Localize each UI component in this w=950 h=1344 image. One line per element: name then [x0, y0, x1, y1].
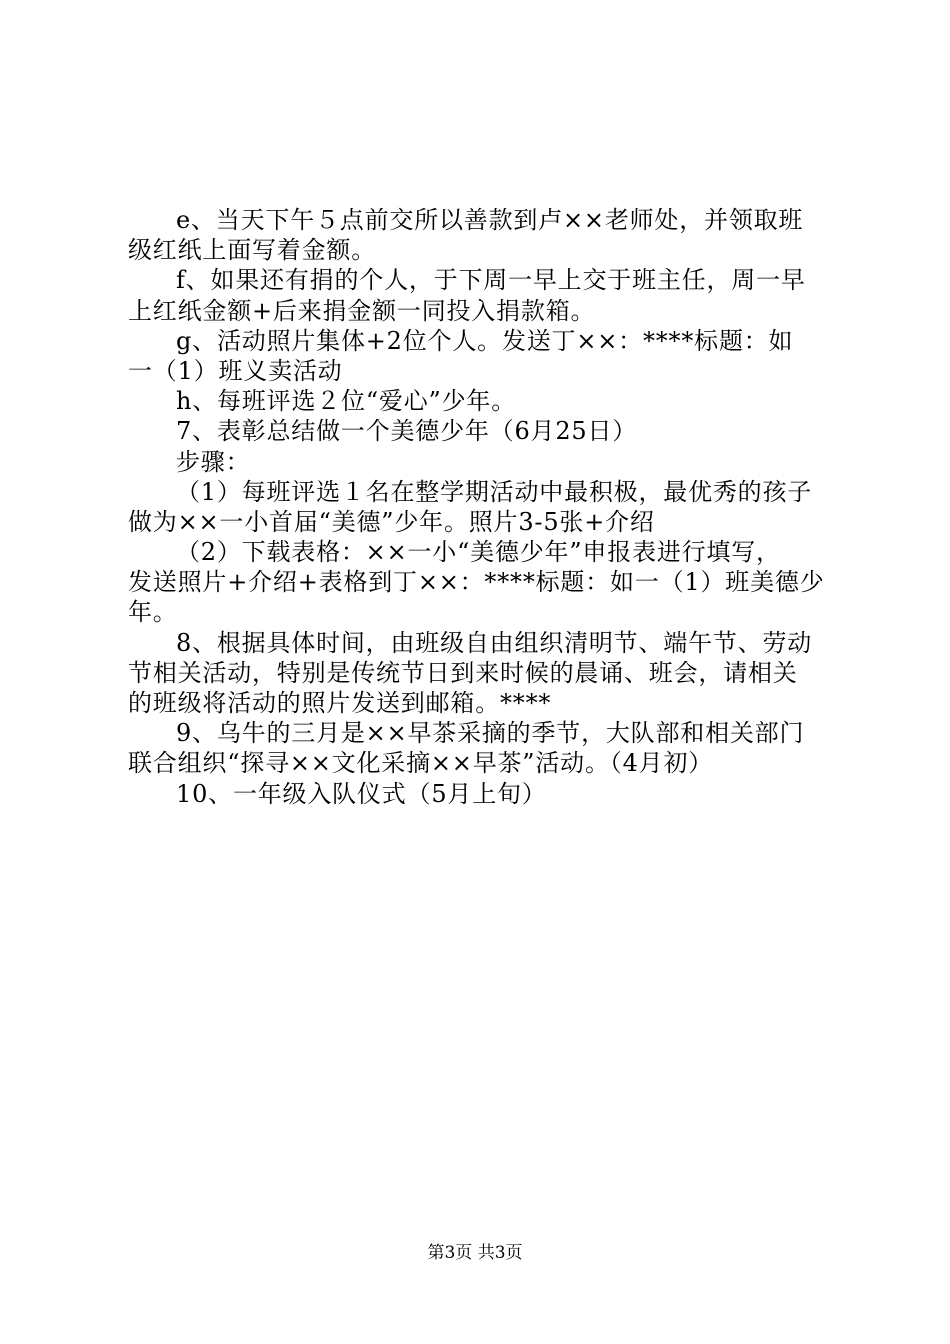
- text-line: 步骤：: [176, 447, 251, 476]
- page-number: 第3页 共3页: [427, 1243, 523, 1263]
- text-line: 发送照片+介绍+表格到丁××：****标题：如一（1）班美德少: [128, 568, 825, 597]
- text-line: 10、一年级入队仪式（5月上旬）: [176, 779, 547, 808]
- text-line: 9、乌牛的三月是××早茶采摘的季节，大队部和相关部门: [176, 719, 805, 748]
- text-line: 做为××一小首届“美德”少年。照片3-5张+介绍: [128, 507, 655, 536]
- text-line: g、活动照片集体+2位个人。发送丁××：****标题：如: [176, 326, 794, 355]
- text-line: e、当天下午５点前交所以善款到卢××老师处，并领取班: [176, 206, 804, 234]
- text-line: 7、表彰总结做一个美德少年（6月25日）: [176, 417, 638, 446]
- text-line: 联合组织“探寻××文化采摘××早茶”活动。（4月初）: [128, 749, 714, 778]
- document-body: [128, 205, 838, 809]
- text-line: 节相关活动，特别是传统节日到来时候的晨诵、班会，请相关: [128, 658, 798, 687]
- page-footer: [0, 1242, 950, 1264]
- text-line: （2）下载表格：××一小“美德少年”申报表进行填写，: [176, 538, 781, 567]
- text-line: 一（1）班义卖活动: [128, 356, 343, 385]
- text-line: f、如果还有捐的个人，于下周一早上交于班主任，周一早: [176, 266, 806, 295]
- text-line: 级红纸上面写着金额。: [128, 236, 376, 265]
- text-line: （1）每班评选１名在整学期活动中最积极，最优秀的孩子: [176, 477, 813, 506]
- text-line: 的班级将活动的照片发送到邮箱。****: [128, 689, 552, 717]
- text-line: h、每班评选２位“爱心”少年。: [176, 387, 516, 416]
- text-line: 年。: [128, 598, 178, 627]
- text-line: 8、根据具体时间，由班级自由组织清明节、端午节、劳动: [176, 628, 813, 657]
- text-line: 上红纸金额+后来捐金额一同投入捐款箱。: [128, 296, 596, 325]
